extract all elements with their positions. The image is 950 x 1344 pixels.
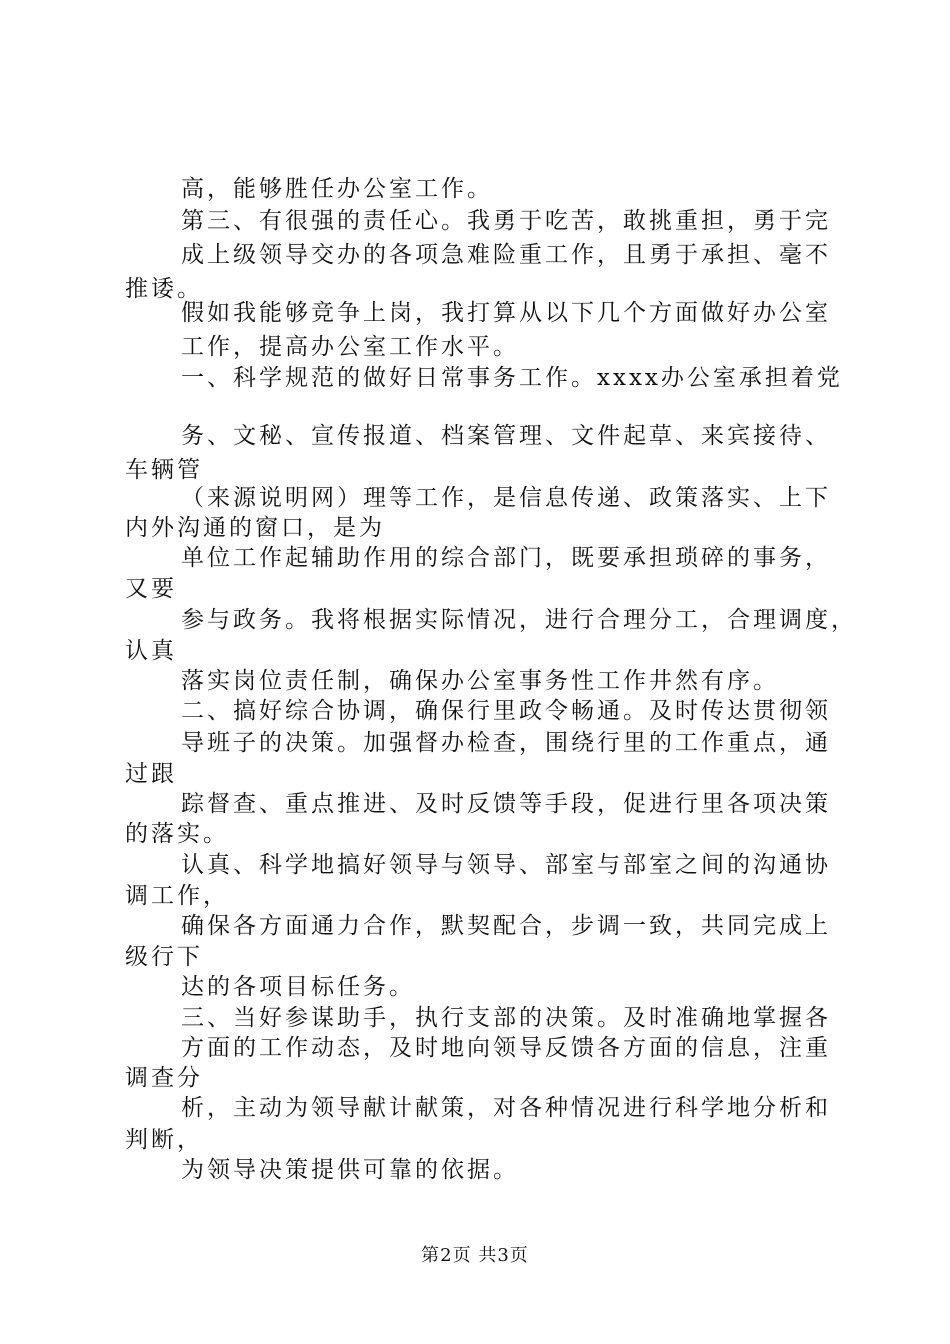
text-line: 假如我能够竞争上岗，我打算从以下几个方面做好办公室 [181, 300, 831, 326]
text-line: 方面的工作动态，及时地向领导反馈各方面的信息，注重 [181, 1035, 831, 1061]
text-line: 成上级领导交办的各项急难险重工作，且勇于承担、毫不 [181, 242, 831, 268]
text-line: 工作，提高办公室工作水平。 [181, 334, 519, 360]
page-number: 第2页 共3页 [421, 1245, 529, 1266]
text-line: 车辆管 [125, 457, 203, 483]
text-line: 达的各项目标任务。 [181, 974, 415, 1000]
text-line: 参与政务。我将根据实际情况，进行合理分工，合理调度， [181, 607, 857, 633]
text-line: 的落实。 [125, 821, 229, 847]
text-line: 析，主动为领导献计献策，对各种情况进行科学地分析和 [181, 1095, 831, 1121]
text-line: 推诿。 [125, 276, 203, 302]
text-line: 认真 [125, 638, 177, 664]
text-line: 二、搞好综合协调，确保行里政令畅通。及时传达贯彻领 [181, 698, 831, 724]
text-line: 认真、科学地搞好领导与领导、部室与部室之间的沟通协 [181, 852, 831, 878]
text-line: 调查分 [125, 1065, 203, 1091]
text-line: 判断， [125, 1127, 203, 1153]
text-line: 导班子的决策。加强督办检查，围绕行里的工作重点，通 [181, 730, 831, 756]
text-line: 一、科学规范的做好日常事务工作。xxxx办公室承担着党 [181, 365, 843, 391]
text-line: 高，能够胜任办公室工作。 [181, 176, 493, 202]
text-line: 第三、有很强的责任心。我勇于吃苦，敢挑重担，勇于完 [181, 208, 831, 234]
text-line: 调工作， [125, 883, 229, 909]
text-line: 务、文秘、宣传报道、档案管理、文件起草、来宾接待、 [181, 423, 831, 449]
text-line: 三、当好参谋助手，执行支部的决策。及时准确地掌握各 [181, 1005, 831, 1031]
text-line: 落实岗位责任制，确保办公室事务性工作井然有序。 [181, 668, 779, 694]
text-line: 内外沟通的窗口，是为 [125, 515, 385, 541]
text-line: 单位工作起辅助作用的综合部门，既要承担琐碎的事务， [181, 545, 831, 571]
text-line: 过跟 [125, 761, 177, 787]
text-line: （来源说明网）理等工作，是信息传递、政策落实、上下 [181, 485, 831, 511]
text-line: 踪督查、重点推进、及时反馈等手段，促进行里各项决策 [181, 791, 831, 817]
text-line: 级行下 [125, 944, 203, 970]
text-line: 为领导决策提供可靠的依据。 [181, 1157, 519, 1183]
text-line: 确保各方面通力合作，默契配合，步调一致，共同完成上 [181, 913, 831, 939]
text-line: 又要 [125, 576, 177, 602]
